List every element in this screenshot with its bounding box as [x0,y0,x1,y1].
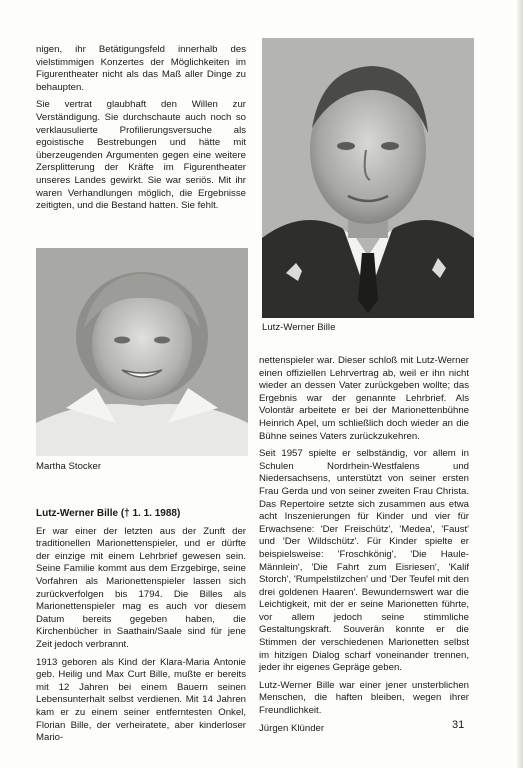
right-column-text [259,355,469,740]
paragraph: Seit 1957 spielte er selbständig, vor allem in Schulen Nordrhein-Westfalens und Niedersachsens, unterstützt von seiner ersten Frau Gerda und von seiner zweiten Frau Christa. Das Repertoire setzte sich zusammen aus etwa acht Inszenierungen für Kinder und vier für Erwachsene: 'Der Freischütz', 'Medea', 'Faust' und 'Der Wildschütz'. Für Kinder spielte er beispielsweise: 'Froschkönig', 'Die Haule-Männlein', 'Die Fahrt zum Eisriesen', 'Kalif Storch', 'Rumpelstilzchen' und 'Der Teufel mit den drei goldenen Haaren'. Bewundernswert war die Leichtigkeit, mit der er seine Marionetten führte, vor allem jedoch seine stimmliche Gestaltungskraft. Souverän konnte er die Stimmen der verschiedenen Marionetten selbst im hitzigen Dialog scharf voneinander trennen, jeder ihr eigenes Gepräge geben. [259,448,469,674]
photo-caption-martha: Martha Stocker [36,461,102,472]
obituary-heading: Lutz-Werner Bille († 1. 1. 1988) [36,508,181,519]
author-signature: Jürgen Klünder [259,722,325,734]
paragraph: nigen, ihr Betätigungsfeld innerhalb des vielstimmigen Konzertes der Möglichkeiten im Figurentheater nicht als das Maß aller Dinge zu behaupten. [36,44,246,93]
paragraph: Sie vertrat glaubhaft den Willen zur Verständigung. Sie durchschaute auch noch so verklausulierte Profilierungsversuche als egoistische Bestrebungen und hätte mit überzeugenden Argumenten gegen eine weitere Zersplitterung der Kräfte im Figurentheater unseres Landes gewirkt. Sie war seriös. Mit ihr waren Verhandlungen möglich, die Ergebnisse zeitigten, und die Bestand hatten. Sie fehlt. [36,99,246,212]
photo-caption-lutz: Lutz-Werner Bille [262,322,336,333]
paragraph: 1913 geboren als Kind der Klara-Maria Antonie geb. Heilig und Max Curt Bille, mußte er bereits mit 12 Jahren bei einem Bauern seinen Lebensunterhalt selbst verdienen. Mit 14 Jahren kam er zu einem seiner entferntesten Onkel, Florian Bille, der verheiratete, aber kinderloser Mario- [36,656,246,744]
portrait-photo-martha-stocker [36,248,248,456]
left-column-bottom-text [36,508,246,750]
portrait-photo-lutz-werner-bille [262,38,474,318]
page-number: 31 [452,719,465,731]
scan-edge-shadow [517,0,523,768]
paragraph: Lutz-Werner Bille war einer jener unsterblichen Menschen, die haften bleiben, wegen ihrer Freundlichkeit. [259,679,469,717]
left-column-top-text [36,44,246,218]
paragraph: Er war einer der letzten aus der Zunft der traditionellen Marionettenspieler, und er dürfte der einzige mit einem Lehrbrief gewesen sein. Seine Familie kommt aus dem Erzgebirge, seine Vorfahren als Marionettenspieler lassen sich zurückverfolgen bis 1794. Die Billes als Marionettenspieler mag es auch vor diesem Datum bereits gegeben haben, die Kirchenbücher in Saathain/Saale sind für jene Zeit jedoch verbrannt. [36,525,246,650]
paragraph: nettenspieler war. Dieser schloß mit Lutz-Werner einen offiziellen Lehrvertrag ab, weil er ihn nicht wieder an dessen Vater zurückgeben wollte; das Ergebnis war der genannte Lehrbrief. Als Volontär arbeitete er bei der Marionettenbühne Heinrich Apel, um schließlich doch wieder an die Bühne seines Vaters zurückzukehren. [259,355,469,442]
